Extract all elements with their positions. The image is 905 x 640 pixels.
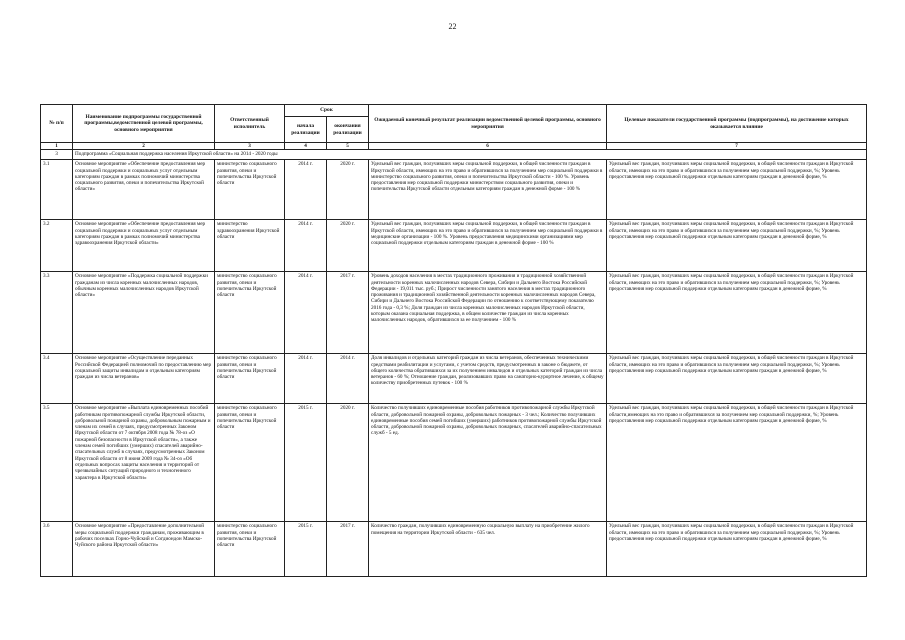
page-number: 22 <box>448 22 457 31</box>
header-result: Ожидаемый конечный результат реализации ведомственной целевой программы, основного мероприятия <box>369 105 607 143</box>
cell-indicators: Удельный вес граждан, получивших меры социальной поддержки, в общей численности граждан в Иркутской области,имеющих на это право и обратившихся за получением мер социальной поддержки, %; Уровень предоставления мер социальной поддержки отдельным категориям граждан в денежной форме, % <box>607 404 867 522</box>
cell-end: 2020 г. <box>327 404 369 522</box>
col-number: 6 <box>369 143 607 150</box>
cell-result: Уровень доходов населения в местах традиционного проживания и традиционной хозяйственной деятельности коренных малочисленных народов Севера, Сибири и Дальнего Востока Российской Федерации - 19,011 тыс. руб.; Прирост численности занятого населения в местах традиционного проживания и традиционной хозяйственной деятельности коренных малочисленных народов Севера, Сибири и Дальнего Востока Российской Федерации по отношению к соответствующему показателю 2016 года - 0,3 %; Доля граждан из числа коренных малочисленных народов Иркутской области, которым оказана социальная поддержка, в общем количестве граждан из числа коренных малочисленных народов, обратившихся за ее получением - 100 % <box>369 272 607 354</box>
cell-indicators: Удельный вес граждан, получивших меры социальной поддержки, в общей численности граждан в Иркутской области, имеющих на это право и обратившихся за получением мер социальной поддержки, %; Уровень предоставления мер социальной поддержки отдельным категориям граждан в денежной форме, % <box>607 354 867 404</box>
cell-start: 2014 г. <box>285 272 327 354</box>
header-period: Срок <box>285 105 369 117</box>
header-num: № п/п <box>41 105 73 143</box>
table-row <box>41 272 867 354</box>
cell-indicators: Удельный вес граждан, получивших меры социальной поддержки, в общей численности граждан в Иркутской области, имеющих на это право и обратившихся за получением мер социальной поддержки, %; Уровень предоставления мер социальной поддержки отдельным категориям граждан в денежной форме, % <box>607 160 867 220</box>
cell-name: Основное мероприятие «Выплата единовременных пособий работникам противопожарной службы Иркутской области, добровольной пожарной охраны, добровольным пожарным и членам их семей в случаях, предусмотренных Законом Иркутской области от 7 октября 2008 года № 78-оз «О пожарной безопасности в Иркутской области», а также членам семей погибших (умерших) спасателей аварийно-спасательных служб в случаях, предусмотренных Законом Иркутской области от 8 июня 2009 года № 34-оз «Об отдельных вопросах защиты населения и территорий от чрезвычайных ситуаций природного и техногенного характера в Иркутской области» <box>73 404 215 522</box>
cell-name: Основное мероприятие «Предоставление дополнительной меры социальной поддержки гражданам, проживающим в рабочих поселках Горно-Чуйский и Согдиондон Мамско-Чуйского района Иркутской области» <box>73 522 215 577</box>
cell-start: 2014 г. <box>285 220 327 272</box>
cell-start: 2014 г. <box>285 160 327 220</box>
cell-end: 2020 г. <box>327 220 369 272</box>
cell-indicators: Удельный вес граждан, получивших меры социальной поддержки, в общей численности граждан в Иркутской области, имеющих на это право и обратившихся за получением мер социальной поддержки, %; Уровень предоставления мер социальной поддержки отдельным категориям граждан в денежной форме, % <box>607 272 867 354</box>
header-name: Наименование подпрограммы государственной программы,ведомственной целевой программы, основного мероприятия <box>73 105 215 143</box>
cell-name: Основное мероприятие «Обеспечение предоставления мер социальной поддержки и социальных услуг отдельным категориям граждан в рамках полномочий министерства социального развития, опеки и попечительства Иркутской области» <box>73 160 215 220</box>
cell-responsible: министерство социального развития, опеки и попечительства Иркутской области <box>215 404 285 522</box>
table-row <box>41 160 867 220</box>
subprogram-title: Подпрограмма «Социальная поддержка населения Иркутской области» на 2014 - 2020 годы <box>73 150 867 160</box>
col-number: 1 <box>41 143 73 150</box>
col-number: 2 <box>73 143 215 150</box>
cell-num: 3.6 <box>41 522 73 577</box>
cell-responsible: министерство здравоохранения Иркутской области <box>215 220 285 272</box>
table-body <box>41 160 867 577</box>
cell-end: 2017 г. <box>327 272 369 354</box>
cell-responsible: министерство социального развития, опеки и попечительства Иркутской области <box>215 160 285 220</box>
cell-start: 2014 г. <box>285 354 327 404</box>
cell-num: 3.4 <box>41 354 73 404</box>
cell-result: Удельный вес граждан, получивших меры социальной поддержки, в общей численности граждан в Иркутской области, имеющих на это право и обратившихся за получением мер социальной поддержки в медицинские организации - 100 %. Уровень предоставления медицинскими организациями мер социальной поддержки отдельным категориям граждан в денежной форме - 100 % <box>369 220 607 272</box>
program-table <box>40 104 867 577</box>
col-number: 7 <box>607 143 867 150</box>
cell-num: 3.3 <box>41 272 73 354</box>
cell-responsible: министерство социального развития, опеки и попечительства Иркутской области <box>215 354 285 404</box>
cell-indicators: Удельный вес граждан, получивших меры социальной поддержки, в общей численности граждан в Иркутской области, имеющих на это право и обратившихся за получением мер социальной поддержки, %; Уровень предоставления мер социальной поддержки отдельным категориям граждан в денежной форме, % <box>607 522 867 577</box>
table-row <box>41 220 867 272</box>
cell-name: Основное мероприятие «Поддержка социальной поддержки гражданам из числа коренных малочисленных народов, обычным коренных малочисленных народов Иркутской области» <box>73 272 215 354</box>
header-start: начала реализации <box>285 117 327 143</box>
cell-num: 3.2 <box>41 220 73 272</box>
table-row <box>41 522 867 577</box>
column-numbers-row <box>41 143 867 150</box>
cell-num: 3.5 <box>41 404 73 522</box>
cell-result: Удельный вес граждан, получивших меры социальной поддержки, в общей численности граждан в Иркутской области, имеющих на это право и обратившихся за получением мер социальной поддержки в министерство социального развития, опеки и попечительства Иркутской области - 100 %. Уровень предоставления мер социальной поддержки министерством социального развития, опеки и попечительства Иркутской области отдельным категориям граждан в денежной форме - 100 % <box>369 160 607 220</box>
col-number: 5 <box>327 143 369 150</box>
subprogram-row <box>41 150 867 160</box>
subprogram-num: 3 <box>41 150 73 160</box>
header-end: окончания реализации <box>327 117 369 143</box>
cell-start: 2015 г. <box>285 404 327 522</box>
cell-end: 2014 г. <box>327 354 369 404</box>
header-responsible: Ответственный исполнитель <box>215 105 285 143</box>
cell-end: 2017 г. <box>327 522 369 577</box>
cell-result: Количество граждан, получивших единовременную социальную выплату на приобретение жилого помещения на территории Иркутской области - 635 чел. <box>369 522 607 577</box>
cell-result: Доля инвалидов и отдельных категорий граждан из числа ветеранов, обеспеченных техническими средствами реабилитации и услугами, с учетом средств, предусмотренных в законе о бюджете, от общего количества обратившихся за их получением инвалидов и отдельных категорий граждан из числа ветеранов - 60 %; Отношение граждан, реализовавших право на санаторно-курортное лечение, к общему количеству приобретенных путевок - 100 % <box>369 354 607 404</box>
col-number: 4 <box>285 143 327 150</box>
cell-name: Основное мероприятие «Обеспечение предоставления мер социальной поддержки и социальных услуг отдельным категориям граждан в рамках полномочий министерства здравоохранения Иркутской области» <box>73 220 215 272</box>
cell-end: 2020 г. <box>327 160 369 220</box>
header-indicators: Целевые показатели государственной программы (подпрограммы), на достижение которых оказывается влияние <box>607 105 867 143</box>
cell-num: 3.1 <box>41 160 73 220</box>
table-row <box>41 354 867 404</box>
col-number: 3 <box>215 143 285 150</box>
table-row <box>41 404 867 522</box>
cell-name: Основное мероприятие «Осуществление переданных Российской Федерацией полномочий по предоставлению мер социальной защиты инвалидам и отдельным категориям граждан из числа ветеранов» <box>73 354 215 404</box>
cell-indicators: Удельный вес граждан, получивших меры социальной поддержки, в общей численности граждан в Иркутской области, имеющих на это право и обратившихся за получением мер социальной поддержки, %; Уровень предоставления мер социальной поддержки отдельным категориям граждан в денежной форме, % <box>607 220 867 272</box>
cell-start: 2015 г. <box>285 522 327 577</box>
cell-responsible: министерство социального развития, опеки и попечительства Иркутской области <box>215 522 285 577</box>
cell-result: Количество получивших единовременные пособия работников противопожарной службы Иркутской области, добровольной пожарной охраны, добровольных пожарных - 3 чел.; Количество получивших единовременные пособия семей погибших (умерших) работников противопожарной службы Иркутской области, добровольной пожарной охраны, добровольных пожарных, спасателей аварийно-спасательных служб - 5 ед. <box>369 404 607 522</box>
cell-responsible: министерство социального развития, опеки и попечительства Иркутской области <box>215 272 285 354</box>
